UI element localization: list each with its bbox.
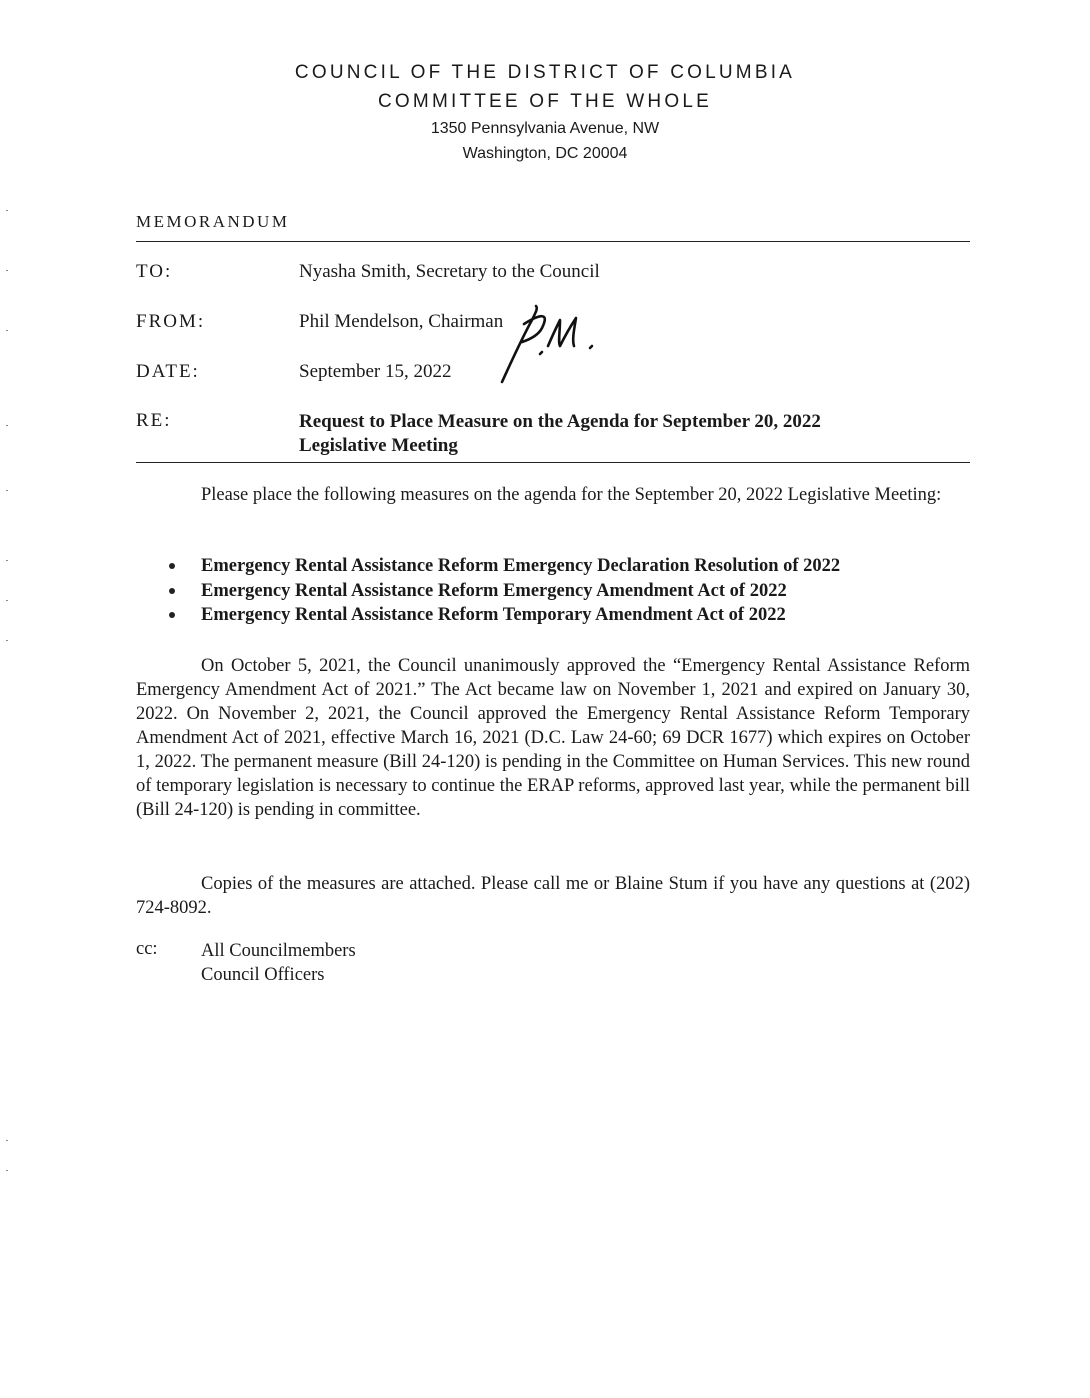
re-subject-line-1: Request to Place Measure on the Agenda for September 20, 2022 — [299, 411, 821, 432]
cc-recipient: Council Officers — [201, 965, 325, 985]
scan-mark — [6, 425, 8, 426]
list-item — [165, 579, 840, 604]
closing-paragraph — [136, 872, 970, 920]
signature-dot-1 — [540, 352, 542, 354]
bullet-icon — [169, 612, 175, 618]
re-label: RE: — [136, 410, 172, 431]
scan-mark — [6, 270, 8, 271]
measure-text: Emergency Rental Assistance Reform Emergency Declaration Resolution of 2022 — [201, 556, 841, 576]
date-value: September 15, 2022 — [299, 361, 452, 382]
measure-text: Emergency Rental Assistance Reform Emergency Amendment Act of 2022 — [201, 580, 787, 601]
cc-label: cc: — [136, 939, 158, 959]
cc-recipients — [201, 939, 356, 987]
re-subject — [299, 410, 821, 458]
intro-text: Please place the following measures on the agenda for the September 20, 2022 Legislative Meeting: — [201, 485, 942, 505]
memorandum-label: MEMORANDUM — [136, 212, 290, 231]
measures-list — [165, 554, 840, 628]
header-divider — [136, 241, 970, 242]
scan-mark — [6, 1170, 8, 1171]
scan-mark — [6, 600, 8, 601]
history-paragraph — [136, 654, 970, 822]
cc-recipient: All Councilmembers — [201, 941, 356, 961]
scan-mark — [6, 330, 8, 331]
scan-mark — [6, 560, 8, 561]
scan-mark — [6, 210, 8, 211]
scan-mark — [6, 640, 8, 641]
date-label: DATE: — [136, 361, 200, 382]
address-line-1: 1350 Pennsylvania Avenue, NW — [430, 120, 660, 137]
from-label: FROM: — [136, 311, 206, 332]
committee-name: COMMITTEE OF THE WHOLE — [378, 91, 712, 112]
from-value: Phil Mendelson, Chairman — [299, 311, 504, 332]
address-line-2: Washington, DC 20004 — [462, 145, 628, 162]
intro-paragraph — [136, 483, 970, 507]
re-subject-line-2: Legislative Meeting — [299, 435, 458, 456]
signature-stroke-1 — [502, 306, 537, 382]
scan-mark — [6, 1140, 8, 1141]
fields-divider — [136, 462, 970, 463]
history-text: On October 5, 2021, the Council unanimously approved the “Emergency Rental Assistance Reform Emergency Amendment Act of 2021.” The Act became law on November 1, 2021 and expired on January 30, 2022. On November 2, 2021, the Council approved the Emergency Rental Assistance Reform Temporary Amendment Act of 2021, effective March 16, 2021 (D.C. Law 24-60; 69 DCR 1677) which expires on October 1, 2022. The permanent measure (Bill 24-120) is pending in the Committee on Human Services. This new round of temporary legislation is necessary to continue the ERAP reforms, approved last year, while the permanent bill (Bill 24-120) is pending in committee. — [136, 656, 970, 820]
closing-text: Copies of the measures are attached. Please call me or Blaine Stum if you have any questions at (202) 724-8092. — [136, 874, 970, 918]
measure-text: Emergency Rental Assistance Reform Temporary Amendment Act of 2022 — [201, 605, 786, 625]
signature-dot-2 — [590, 346, 592, 348]
scan-mark — [6, 490, 8, 491]
to-label: TO: — [136, 261, 173, 282]
list-item — [165, 554, 840, 579]
signature-stroke-3 — [548, 318, 576, 346]
signature-stroke-2 — [522, 316, 545, 342]
list-item — [165, 603, 840, 628]
council-name: COUNCIL OF THE DISTRICT OF COLUMBIA — [294, 62, 796, 83]
to-value: Nyasha Smith, Secretary to the Council — [299, 261, 600, 282]
chairman-signature — [498, 302, 608, 388]
bullet-icon — [169, 563, 175, 569]
bullet-icon — [169, 588, 175, 594]
